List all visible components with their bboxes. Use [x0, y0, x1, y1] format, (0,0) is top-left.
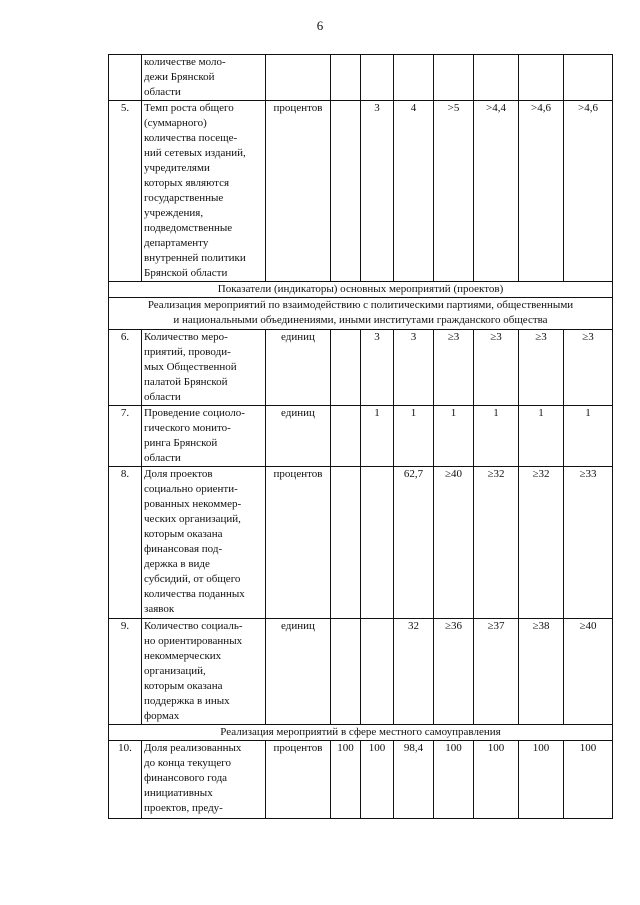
value-cell: ≥33: [564, 467, 613, 619]
value-cell: ≥32: [474, 467, 519, 619]
value-cell: ≥3: [564, 330, 613, 406]
row-number: 6.: [109, 330, 142, 406]
indicator-name: Темп роста общего (суммарного) количества посеще- ний сетевых изданий, учредителями которых являются государственные учреждения, подведомственные департаменту внутренней политики Брянской области: [142, 101, 266, 282]
value-cell: >5: [434, 101, 474, 282]
row-number: [109, 55, 142, 101]
value-cell: 1: [474, 406, 519, 467]
row-number: 5.: [109, 101, 142, 282]
unit-cell: [266, 55, 331, 101]
value-cell: 1: [394, 406, 434, 467]
value-cell: [434, 55, 474, 101]
value-cell: [331, 55, 361, 101]
section-row: [109, 725, 613, 741]
unit-cell: процентов: [266, 101, 331, 282]
section-title: Показатели (индикаторы) основных мероприятий (проектов): [109, 282, 613, 298]
indicator-name: Проведение социоло- гического монито- ринга Брянской области: [142, 406, 266, 467]
row-number: 10.: [109, 741, 142, 819]
value-cell: 3: [394, 330, 434, 406]
table-row: [109, 467, 613, 619]
indicator-name: Доля проектов социально ориенти- рованных некоммер- ческих организаций, которым оказана финансовая под- держка в виде субсидий, от общего количества поданных заявок: [142, 467, 266, 619]
indicators-table: [108, 54, 613, 819]
unit-cell: единиц: [266, 406, 331, 467]
row-number: 8.: [109, 467, 142, 619]
value-cell: [564, 55, 613, 101]
value-cell: 100: [434, 741, 474, 819]
value-cell: 4: [394, 101, 434, 282]
value-cell: 3: [361, 330, 394, 406]
value-cell: ≥36: [434, 619, 474, 725]
value-cell: [474, 55, 519, 101]
value-cell: 1: [361, 406, 394, 467]
section-title: Реализация мероприятий в сфере местного самоуправления: [109, 725, 613, 741]
value-cell: 100: [474, 741, 519, 819]
value-cell: ≥38: [519, 619, 564, 725]
value-cell: [519, 55, 564, 101]
value-cell: [331, 619, 361, 725]
section-row: [109, 282, 613, 298]
value-cell: ≥32: [519, 467, 564, 619]
value-cell: 3: [361, 101, 394, 282]
indicator-name: Доля реализованных до конца текущего финансового года инициативных проектов, преду-: [142, 741, 266, 819]
value-cell: ≥3: [434, 330, 474, 406]
table-row: [109, 741, 613, 819]
table-row: [109, 330, 613, 406]
indicator-name: Количество меро- приятий, проводи- мых Общественной палатой Брянской области: [142, 330, 266, 406]
value-cell: [331, 330, 361, 406]
value-cell: 1: [519, 406, 564, 467]
value-cell: [331, 467, 361, 619]
value-cell: 100: [519, 741, 564, 819]
unit-cell: процентов: [266, 467, 331, 619]
value-cell: ≥37: [474, 619, 519, 725]
value-cell: 98,4: [394, 741, 434, 819]
row-number: 7.: [109, 406, 142, 467]
unit-cell: процентов: [266, 741, 331, 819]
value-cell: ≥3: [519, 330, 564, 406]
indicator-name: количестве моло- дежи Брянской области: [142, 55, 266, 101]
value-cell: [361, 467, 394, 619]
value-cell: >4,6: [564, 101, 613, 282]
value-cell: [331, 406, 361, 467]
row-number: 9.: [109, 619, 142, 725]
unit-cell: единиц: [266, 330, 331, 406]
value-cell: 62,7: [394, 467, 434, 619]
value-cell: >4,6: [519, 101, 564, 282]
value-cell: [361, 619, 394, 725]
table-row: [109, 55, 613, 101]
value-cell: 100: [331, 741, 361, 819]
value-cell: [361, 55, 394, 101]
section-title: Реализация мероприятий по взаимодействию с политическими партиями, общественными и национальными объединениями, иными институтами гражданского общества: [109, 298, 613, 330]
value-cell: ≥40: [434, 467, 474, 619]
value-cell: 1: [564, 406, 613, 467]
value-cell: ≥40: [564, 619, 613, 725]
value-cell: 32: [394, 619, 434, 725]
section-row: [109, 298, 613, 330]
unit-cell: единиц: [266, 619, 331, 725]
value-cell: [331, 101, 361, 282]
value-cell: 1: [434, 406, 474, 467]
table-row: [109, 406, 613, 467]
value-cell: ≥3: [474, 330, 519, 406]
table-row: [109, 619, 613, 725]
indicator-name: Количество социаль- но ориентированных некоммерческих организаций, которым оказана поддержка в иных формах: [142, 619, 266, 725]
value-cell: >4,4: [474, 101, 519, 282]
value-cell: 100: [564, 741, 613, 819]
value-cell: [394, 55, 434, 101]
page-number: 6: [316, 18, 324, 33]
value-cell: 100: [361, 741, 394, 819]
table-row: [109, 101, 613, 282]
